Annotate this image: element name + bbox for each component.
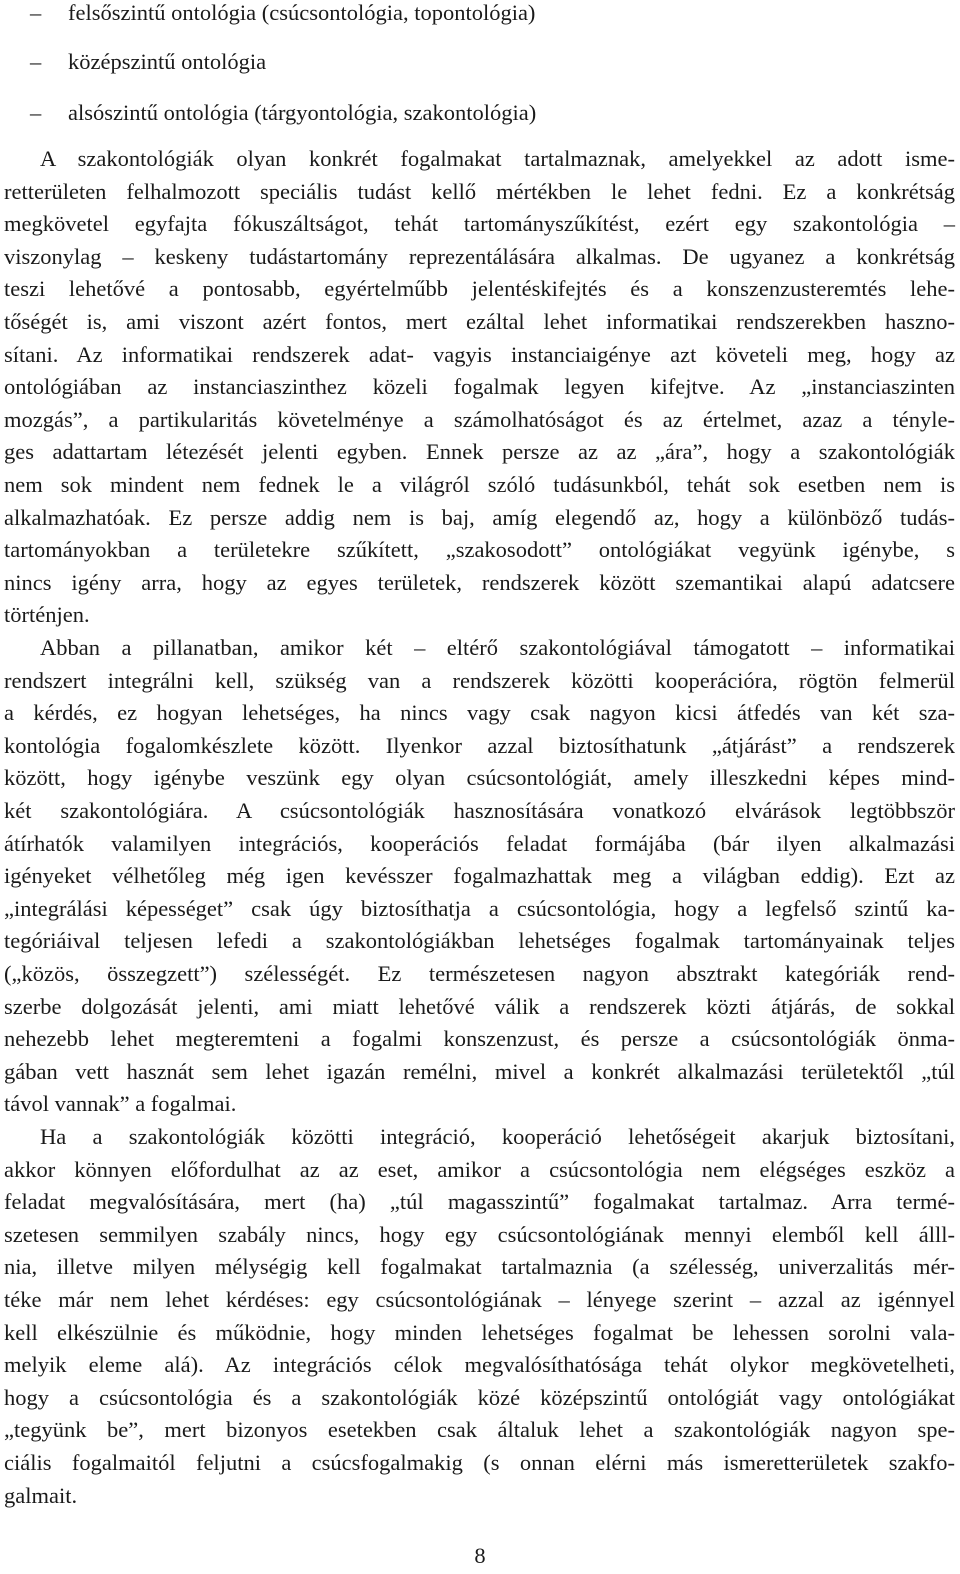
text-line: hogy a csúcsontológia és a szakontológiák közé középszintű ontológiát vagy ontológiákat — [4, 1384, 955, 1410]
text-line: kontológia fogalomkészlete között. Ilyenkor azzal biztosíthatunk „átjárást” a rendszerek — [4, 732, 955, 758]
text-line: teszi lehetővé a pontosabb, egyértelműbb jelentéskifejtés és a konszenzusteremtés lehe- — [4, 276, 955, 302]
text-line: szerbe dolgozását jelenti, ami miatt lehetővé válik a rendszerek közti átjárás, de sokkal — [4, 993, 955, 1019]
text-line: sítani. Az informatikai rendszerek adat- vagyis instanciaigénye azt követeli meg, hogy az — [4, 341, 955, 367]
text-line: távol vannak” a fogalmai. — [4, 1091, 237, 1117]
text-line: ontológiában az instanciaszinthez közeli fogalmak legyen kifejtve. Az „instanciaszinten — [4, 374, 955, 400]
text-line: mozgás”, a partikularitás követelménye a számolhatóságot és az értelmet, azaz a tényle- — [4, 406, 955, 432]
text-line: igényeket vélhetőleg még igen kevésszer fogalmazhattak meg a világban eddig). Ezt az — [4, 863, 955, 889]
text-line: galmait. — [4, 1482, 78, 1508]
text-line: gában vett hasznát sem lehet igazán remélni, mivel a konkrét alkalmazási területektől „túl — [4, 1058, 955, 1084]
text-line: („közös, összegzett”) szélességét. Ez természetesen nagyon absztrakt kategóriák rend- — [4, 960, 955, 986]
text-line: tőségét is, ami viszont azért fontos, mert ezáltal lehet informatikai rendszerekben haszno- — [4, 308, 955, 334]
text-line: „integrálási képességet” csak úgy biztosíthatja a csúcsontológia, hogy a legfelső szintű ka- — [4, 895, 955, 921]
text-line: nehezebb lehet megteremteni a fogalmi konszenzust, és persze a csúcsontológiák önma- — [4, 1026, 955, 1052]
text-line: átírhatók valamilyen integrációs, kooperációs feladat formájába (bár ilyen alkalmazási — [4, 830, 955, 856]
list-dash: – — [30, 49, 42, 74]
text-line: Ha a szakontológiák közötti integráció, kooperáció lehetőségeit akarjuk biztosítani, — [40, 1124, 955, 1149]
paragraph-2 — [4, 632, 955, 1121]
text-line: ges adattartam létezését jelenti egyben. Ennek persze az az „ára”, hogy a szakontológiák — [4, 439, 955, 465]
list-item-text: alsószintű ontológia (tárgyontológia, szakontológia) — [68, 100, 537, 125]
text-line: rendszert integrálni kell, szükség van a rendszerek közötti kooperációra, rögtön felmerül — [4, 667, 955, 693]
text-line: retterületen felhalmozott speciális tudást kellő mértékben le lehet fedni. Ez a konkrétság — [4, 178, 955, 204]
text-line: A szakontológiák olyan konkrét fogalmakat tartalmaznak, amelyekkel az adott isme- — [40, 146, 955, 171]
page-number: 8 — [474, 1543, 486, 1568]
text-line: tartományokban a területekre szűkített, „szakosodott” ontológiákat vegyünk igénybe, s — [4, 537, 955, 563]
list-dash: – — [30, 0, 42, 25]
text-line: között, hogy igénybe veszünk egy olyan csúcsontológiát, amely illeszkedni képes mind- — [4, 765, 955, 791]
text-line: történjen. — [4, 602, 90, 628]
text-line: ciális fogalmaitól feljutni a csúcsfogalmakig (s onnan elérni más ismeretterületek szakfo- — [4, 1449, 955, 1475]
text-line: feladat megvalósítására, mert (ha) „túl magasszintű” fogalmakat tartalmaz. Arra termé- — [4, 1189, 955, 1215]
paragraph-1 — [4, 143, 955, 632]
text-line: nia, illetve milyen mélységig kell fogalmakat tartalmaznia (a szélesség, univerzalitás mér- — [4, 1254, 955, 1280]
text-line: Abban a pillanatban, amikor két – eltérő szakontológiával támogatott – informatikai — [40, 635, 955, 660]
text-line: kell elkészülnie és működnie, hogy minden lehetséges fogalmat be lehessen sorolni vala- — [4, 1319, 955, 1345]
text-line: nincs igény arra, hogy az egyes területek, rendszerek között szemantikai alapú adatcsere — [4, 569, 955, 595]
text-line: megkövetel egyfajta fókuszáltságot, tehát tartományszűkítést, ezért egy szakontológia – — [4, 211, 955, 237]
list-item-text: felsőszintű ontológia (csúcsontológia, topontológia) — [68, 0, 536, 25]
text-line: két szakontológiára. A csúcsontológiák hasznosítására vonatkozó elvárások legtöbbször — [4, 797, 955, 823]
text-line: nem sok mindent nem fednek le a világról szóló tudásunkból, tehát sok esetben nem is — [4, 471, 955, 497]
text-line: viszonylag – keskeny tudástartomány reprezentálására alkalmas. De ugyanez a konkrétság — [4, 243, 955, 269]
text-line: a kérdés, ez hogyan lehetséges, ha nincs vagy csak nagyon kicsi átfedés van két sza- — [4, 700, 955, 726]
text-line: téke már nem lehet kérdéses: egy csúcsontológiának – lényege szerint – azzal az igénnyel — [4, 1286, 955, 1312]
list-item — [30, 46, 266, 78]
list-item — [30, 0, 535, 29]
list-item — [30, 97, 536, 129]
text-line: akkor könnyen előfordulhat az az eset, amikor a csúcsontológia nem elégséges eszköz a — [4, 1156, 955, 1182]
list-dash: – — [30, 100, 42, 125]
text-line: melyik eleme alá). Az integrációs célok megvalósíthatósága tehát olykor megkövetelheti, — [4, 1352, 955, 1378]
text-line: „tegyünk be”, mert bizonyos esetekben csak általuk lehet a szakontológiák nagyon spe- — [4, 1417, 955, 1443]
text-line: szetesen semmilyen szabály nincs, hogy egy csúcsontológiának mennyi elemből kell álll- — [4, 1221, 955, 1247]
list-item-text: középszintű ontológia — [68, 49, 267, 74]
text-line: alkalmazhatóak. Ez persze addig nem is baj, amíg elegendő az, hogy a különböző tudás- — [4, 504, 955, 530]
paragraph-3 — [4, 1121, 955, 1512]
text-line: tegóriáival teljesen lefedi a szakontológiákban lehetséges fogalmak tartományainak teljes — [4, 928, 955, 954]
